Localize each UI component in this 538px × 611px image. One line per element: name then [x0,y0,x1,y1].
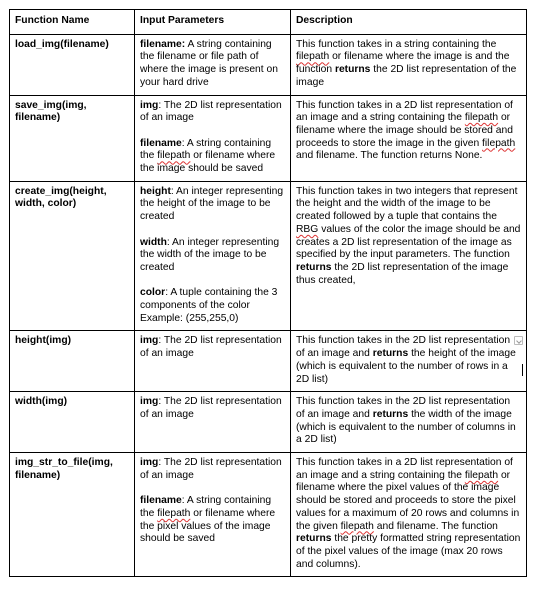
parameter-label: img [140,457,159,469]
spellcheck-word: RBG [296,223,319,235]
spellcheck-word: filepath [464,469,499,481]
parameter-text: : The 2D list representation of an image [140,457,282,481]
table-body [10,34,527,577]
description-text: and filename. The function returns None. [296,150,483,162]
table-row [10,453,527,577]
description-text: This function takes in a 2D list representation of an image and a string containing the [296,99,513,124]
function-name: create_img(height, width, color) [15,185,107,210]
function-name-cell [10,331,135,392]
description-cell [291,331,527,392]
parameter-text: : A string containing the [140,137,272,162]
table-row [10,95,527,181]
description-text: This function takes in two integers that represent the height and the width of the image to be created followed by a tuple that contains the [296,185,518,223]
table-row [10,392,527,453]
parameter-text: or filename where the image should be saved [140,150,276,175]
input-parameters-cell [135,181,291,331]
function-name-cell [10,95,135,181]
parameter-text: : The 2D list representation of an image [140,335,282,360]
parameter-text: : A tuple containing the 3 components of the color Example: (255,255,0) [140,287,278,324]
parameter-entry [140,457,285,482]
spellcheck-word: filepath [296,51,330,63]
function-name: load_img(filename) [15,38,109,50]
parameter-text: : An integer representing the height of the image to be created [140,185,284,223]
description-text: and filename. The function [373,520,498,532]
spellcheck-word: filepath [340,520,374,532]
spellcheck-word: filepath [157,150,191,162]
parameter-label: filename: [140,38,186,50]
parameter-entry [140,495,285,546]
description-text: the height of the image (which is equivalent to the number of rows in a 2D list) [296,348,516,385]
parameter-entry [140,186,285,224]
table-row [10,181,527,331]
parameter-label: img [140,335,159,347]
table-row [10,34,527,95]
emphasis-text: returns [296,261,332,273]
function-name: width(img) [15,396,68,408]
table-row [10,331,527,392]
description-text: or filename where the pixel values of the image should be stored and proceeds to store the pixel values for a maximum of 20 rows and columns in the given [296,469,520,532]
input-parameters-cell [135,95,291,181]
parameter-text: : The 2D list representation of an image [140,99,282,124]
header-description: Description [291,10,527,35]
function-name-cell [10,453,135,577]
input-parameters-cell [135,392,291,453]
parameter-label: img [140,99,159,111]
function-name: height(img) [15,335,72,347]
emphasis-text: returns [296,533,332,545]
paragraph-gap [140,482,285,495]
parameter-text: : The 2D list representation of an image [140,396,282,420]
emphasis-text: returns [372,348,409,360]
paragraph-gap [140,125,285,138]
description-cell [291,453,527,577]
input-parameters-cell [135,34,291,95]
description-text: the width of the image (which is equivalent to the number of columns in a 2D list) [296,408,516,446]
paragraph-gap [140,275,285,288]
emphasis-text: returns [334,64,371,76]
spellcheck-word: filepath [157,507,191,519]
description-text: or filename where the image should be stored and proceeds to store the image in the given [296,112,513,149]
description-text: values of the color the image should be and creates a 2D list representation of the image as specified by the input parameters. The function [296,223,521,261]
parameter-entry [140,396,285,421]
parameter-label: img [140,396,159,408]
parameter-label: filename [140,495,182,507]
parameter-entry [140,335,285,360]
parameter-text: : A string containing the [140,495,272,519]
description-text: the 2D list representation of the image [296,64,517,88]
parameter-entry [140,100,285,125]
function-name-cell [10,181,135,331]
parameter-entry [140,138,285,176]
spellcheck-word: filepath [482,137,516,149]
parameter-entry [140,39,285,90]
function-name: img_str_to_file(img, filename) [15,457,113,481]
paragraph-gap [140,224,285,237]
function-name: save_img(img, filename) [15,99,87,124]
parameter-label: filename [140,137,182,149]
description-text: or filename where the image is and the function [296,51,510,76]
parameter-text: A string containing the filename or file path of where the image is present on your hard drive [140,38,278,88]
header-row [10,10,527,35]
parameter-entry [140,237,285,275]
function-table [9,9,527,577]
function-name-cell [10,34,135,95]
parameter-label: color [140,287,166,299]
description-cell [291,95,527,181]
emphasis-text: returns [372,408,409,420]
input-parameters-cell [135,331,291,392]
comment-anchor-icon[interactable] [514,336,523,345]
description-text: This function takes in the 2D list representation of an image and [296,335,511,360]
description-cell [291,34,527,95]
parameter-label: width [140,236,167,248]
header-input-parameters: Input Parameters [135,10,291,35]
description-cell [291,392,527,453]
spellcheck-word: filepath [464,112,499,124]
description-text: This function takes in a 2D list representation of an image and a string containing the [296,457,513,481]
function-name-cell [10,392,135,453]
description-text: the 2D list representation of the image thus created, [296,261,509,286]
description-text: the pretty formatted string representation of the pixel values of the image (max 20 rows and columns). [296,533,521,570]
input-parameters-cell [135,453,291,577]
parameter-text: or filename where the pixel values of the image should be saved [140,507,276,545]
description-text: This function takes in a string containing the [296,38,497,50]
text-cursor [522,364,523,376]
parameter-entry [140,287,285,325]
parameter-text: : An integer representing the width of the image to be created [140,236,280,273]
description-text: This function takes in the 2D list representation of an image and [296,396,511,420]
parameter-label: height [140,185,171,197]
header-function-name: Function Name [10,10,135,35]
description-cell [291,181,527,331]
